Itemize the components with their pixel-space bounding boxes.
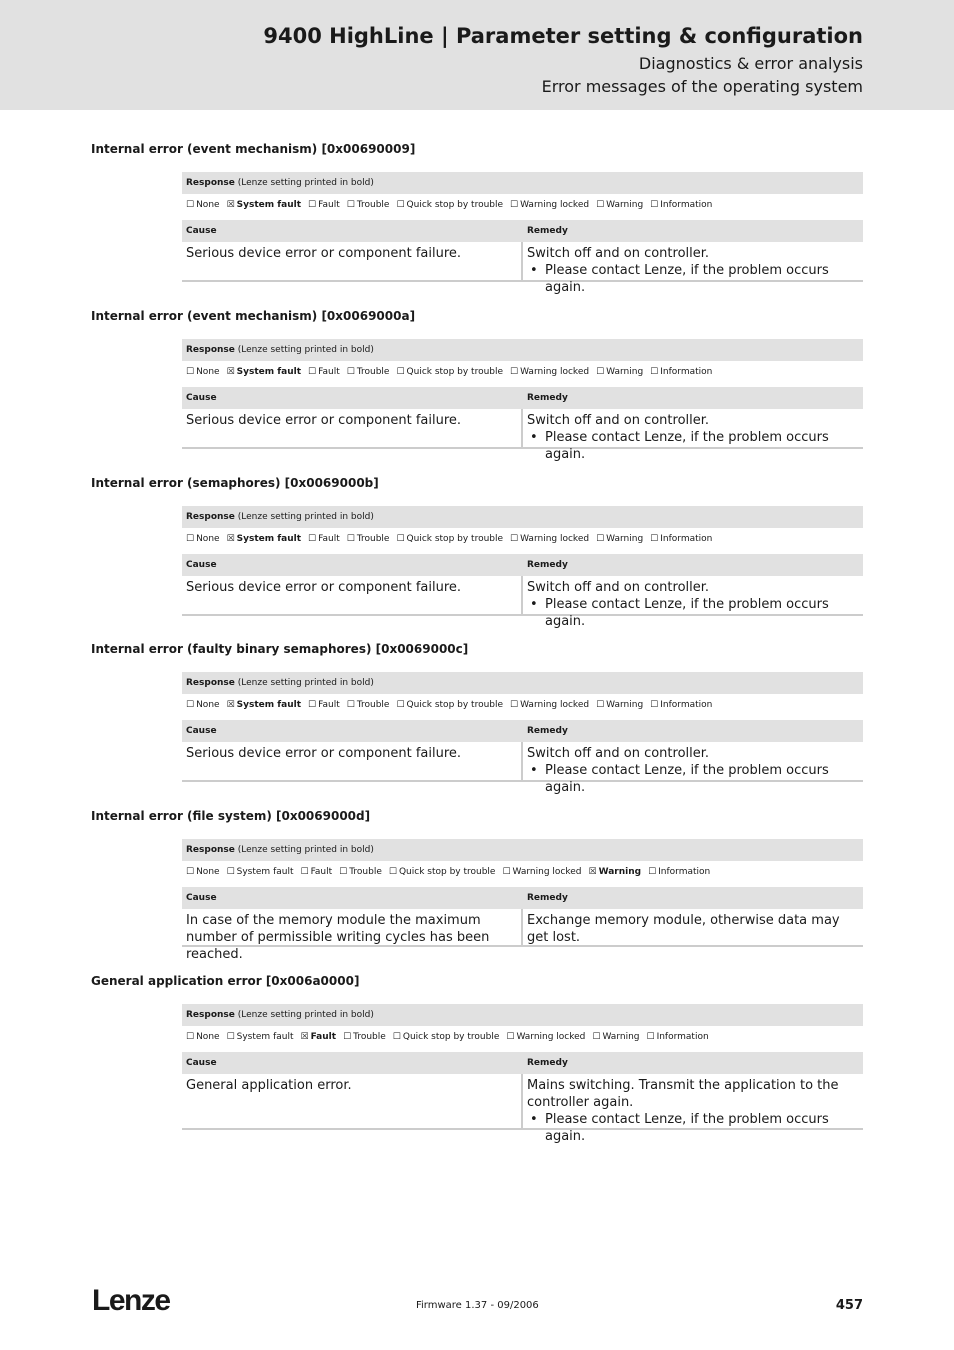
cause-header: Cause [186, 393, 217, 403]
cause-remedy-table [182, 554, 863, 629]
response-option-label: Warning locked [512, 867, 582, 877]
checked-box-icon: ☒ [588, 867, 597, 877]
response-option [596, 367, 643, 377]
remedy-bullet: • Please contact Lenze, if the problem occurs again. [527, 1111, 861, 1145]
response-option [227, 1032, 294, 1042]
unchecked-box-icon: ☐ [346, 200, 355, 210]
table-header [182, 1052, 863, 1074]
table-header [182, 387, 863, 409]
response-option [592, 1032, 639, 1042]
response-option [227, 534, 301, 544]
response-option [596, 700, 643, 710]
response-option-label: Warning [606, 700, 644, 710]
response-option-label: Information [658, 867, 711, 877]
response-option [186, 700, 220, 710]
response-option-label: None [196, 1032, 220, 1042]
unchecked-box-icon: ☐ [392, 1032, 401, 1042]
response-option [308, 534, 340, 544]
unchecked-box-icon: ☐ [650, 700, 659, 710]
unchecked-box-icon: ☐ [186, 1032, 195, 1042]
error-title: Internal error (event mechanism) [0x00690009] [91, 142, 416, 156]
response-option-label: Warning locked [520, 700, 590, 710]
response-option [596, 534, 643, 544]
cause-remedy-table [182, 387, 863, 462]
checked-box-icon: ☒ [226, 700, 235, 710]
response-option-label: Trouble [356, 534, 390, 544]
unchecked-box-icon: ☐ [226, 867, 235, 877]
response-option [308, 200, 340, 210]
response-option [347, 200, 390, 210]
response-option-label: Fault [318, 367, 340, 377]
response-option [227, 367, 301, 377]
response-option [396, 700, 503, 710]
cause-header: Cause [186, 560, 217, 570]
response-option-label: Information [660, 700, 713, 710]
response-option-label: Trouble [356, 700, 390, 710]
column-divider [521, 1074, 523, 1128]
response-option [396, 367, 503, 377]
response-option [650, 200, 712, 210]
checked-box-icon: ☒ [300, 1032, 309, 1042]
remedy-text: Switch off and on controller. [527, 246, 710, 261]
response-option [647, 1032, 709, 1042]
cause-remedy-table [182, 1052, 863, 1144]
response-option-label: Fault [318, 700, 340, 710]
response-option-label: Quick stop by trouble [398, 867, 496, 877]
response-option [396, 534, 503, 544]
response-option [596, 200, 643, 210]
response-option-label: System fault [236, 534, 302, 544]
chapter-title: Diagnostics & error analysis [638, 54, 863, 73]
response-option-label: Information [660, 367, 713, 377]
cause-header: Cause [186, 226, 217, 236]
unchecked-box-icon: ☐ [650, 200, 659, 210]
response-option-label: System fault [236, 367, 302, 377]
unchecked-box-icon: ☐ [506, 1032, 515, 1042]
unchecked-box-icon: ☐ [646, 1032, 655, 1042]
response-option [510, 200, 589, 210]
response-options [182, 194, 863, 216]
unchecked-box-icon: ☐ [300, 867, 309, 877]
remedy-bullet: • Please contact Lenze, if the problem occurs again. [527, 762, 861, 796]
unchecked-box-icon: ☐ [396, 700, 405, 710]
response-option-label: Fault [318, 534, 340, 544]
remedy-header: Remedy [527, 226, 568, 236]
cause-text: Serious device error or component failure. [186, 746, 462, 761]
table-header [182, 554, 863, 576]
unchecked-box-icon: ☐ [346, 534, 355, 544]
remedy-cell [527, 1077, 861, 1145]
response-note: (Lenze setting printed in bold) [237, 345, 374, 355]
response-options [182, 1026, 863, 1048]
unchecked-box-icon: ☐ [596, 700, 605, 710]
table-row [182, 909, 863, 962]
response-options [182, 694, 863, 716]
column-divider [521, 409, 523, 447]
cause-header: Cause [186, 1058, 217, 1068]
response-option [393, 1032, 500, 1042]
response-option [650, 700, 712, 710]
page-header [0, 0, 954, 110]
error-title: Internal error (file system) [0x0069000d] [91, 809, 371, 823]
response-option [347, 367, 390, 377]
response-option [589, 867, 642, 877]
response-label: Response [186, 678, 235, 688]
response-header [182, 1004, 863, 1026]
response-label: Response [186, 178, 235, 188]
remedy-header: Remedy [527, 1058, 568, 1068]
column-divider [521, 742, 523, 780]
table-row [182, 242, 863, 295]
response-note: (Lenze setting printed in bold) [237, 1010, 374, 1020]
response-option-label: Fault [310, 1032, 337, 1042]
table-header [182, 720, 863, 742]
unchecked-box-icon: ☐ [650, 534, 659, 544]
response-header [182, 839, 863, 861]
response-option-label: Warning locked [520, 367, 590, 377]
column-divider [521, 242, 523, 280]
remedy-cell [527, 745, 861, 796]
firmware-version: Firmware 1.37 - 09/2006 [416, 1300, 539, 1311]
response-option-label: Quick stop by trouble [406, 200, 504, 210]
error-title: Internal error (event mechanism) [0x0069000a] [91, 309, 416, 323]
remedy-header: Remedy [527, 560, 568, 570]
unchecked-box-icon: ☐ [308, 200, 317, 210]
response-option [648, 867, 710, 877]
response-option [389, 867, 496, 877]
response-option-label: Fault [318, 200, 340, 210]
checked-box-icon: ☒ [226, 367, 235, 377]
remedy-bullet: • Please contact Lenze, if the problem occurs again. [527, 429, 861, 463]
unchecked-box-icon: ☐ [510, 700, 519, 710]
response-option [227, 867, 294, 877]
error-title: Internal error (semaphores) [0x0069000b] [91, 476, 379, 490]
response-option [227, 200, 301, 210]
response-note: (Lenze setting printed in bold) [237, 178, 374, 188]
response-option-label: None [196, 200, 220, 210]
unchecked-box-icon: ☐ [502, 867, 511, 877]
response-option-label: System fault [236, 200, 302, 210]
unchecked-box-icon: ☐ [186, 700, 195, 710]
unchecked-box-icon: ☐ [596, 534, 605, 544]
response-option [308, 367, 340, 377]
unchecked-box-icon: ☐ [346, 700, 355, 710]
remedy-header: Remedy [527, 726, 568, 736]
response-note: (Lenze setting printed in bold) [237, 845, 374, 855]
response-option-label: Trouble [353, 1032, 386, 1042]
response-option-label: Warning [606, 200, 644, 210]
response-option-label: Quick stop by trouble [406, 534, 504, 544]
unchecked-box-icon: ☐ [510, 200, 519, 210]
remedy-header: Remedy [527, 393, 568, 403]
response-label: Response [186, 512, 235, 522]
unchecked-box-icon: ☐ [346, 367, 355, 377]
page-title: 9400 HighLine | Parameter setting & configuration [263, 24, 863, 48]
response-option-label: Warning locked [516, 1032, 586, 1042]
remedy-text: Exchange memory module, otherwise data may get lost. [527, 913, 840, 945]
unchecked-box-icon: ☐ [650, 367, 659, 377]
page-number: 457 [835, 1298, 863, 1313]
response-option-label: Fault [310, 867, 333, 877]
response-header [182, 339, 863, 361]
cause-header: Cause [186, 726, 217, 736]
response-option-label: Information [656, 1032, 709, 1042]
unchecked-box-icon: ☐ [648, 867, 657, 877]
unchecked-box-icon: ☐ [596, 200, 605, 210]
unchecked-box-icon: ☐ [308, 700, 317, 710]
response-option-label: Information [660, 534, 713, 544]
response-option [650, 534, 712, 544]
response-option [300, 1032, 336, 1042]
unchecked-box-icon: ☐ [510, 367, 519, 377]
remedy-cell [527, 912, 861, 946]
table-row [182, 1074, 863, 1144]
response-option [650, 367, 712, 377]
cause-remedy-table [182, 887, 863, 962]
response-option-label: None [196, 700, 220, 710]
lenze-logo: Lenze [92, 1284, 170, 1317]
response-option-label: Quick stop by trouble [406, 367, 504, 377]
remedy-bullet: • Please contact Lenze, if the problem occurs again. [527, 596, 861, 630]
cause-text: Serious device error or component failure. [186, 246, 462, 261]
unchecked-box-icon: ☐ [592, 1032, 601, 1042]
remedy-cell [527, 412, 861, 463]
table-header [182, 887, 863, 909]
response-option-label: Information [660, 200, 713, 210]
response-option-label: Quick stop by trouble [406, 700, 504, 710]
cause-text: Serious device error or component failure. [186, 413, 462, 428]
unchecked-box-icon: ☐ [396, 367, 405, 377]
remedy-header: Remedy [527, 893, 568, 903]
response-option [510, 367, 589, 377]
response-note: (Lenze setting printed in bold) [237, 512, 374, 522]
remedy-text: Switch off and on controller. [527, 413, 710, 428]
remedy-bullet: • Please contact Lenze, if the problem occurs again. [527, 262, 861, 296]
error-title: Internal error (faulty binary semaphores) [0x0069000c] [91, 642, 469, 656]
table-row [182, 742, 863, 795]
response-note: (Lenze setting printed in bold) [237, 678, 374, 688]
section-title: Error messages of the operating system [541, 77, 863, 96]
unchecked-box-icon: ☐ [186, 200, 195, 210]
response-options [182, 861, 863, 883]
unchecked-box-icon: ☐ [396, 200, 405, 210]
response-option-label: Warning locked [520, 534, 590, 544]
response-option-label: None [196, 367, 220, 377]
cause-header: Cause [186, 893, 217, 903]
column-divider [521, 909, 523, 945]
remedy-text: Switch off and on controller. [527, 746, 710, 761]
response-option [502, 867, 581, 877]
table-header [182, 220, 863, 242]
remedy-cell [527, 245, 861, 296]
unchecked-box-icon: ☐ [343, 1032, 352, 1042]
table-row [182, 576, 863, 629]
table-row [182, 409, 863, 462]
response-label: Response [186, 845, 235, 855]
response-option [506, 1032, 585, 1042]
response-header [182, 172, 863, 194]
remedy-cell [527, 579, 861, 630]
cause-text: Serious device error or component failure. [186, 580, 462, 595]
unchecked-box-icon: ☐ [226, 1032, 235, 1042]
response-header [182, 506, 863, 528]
response-option [227, 700, 301, 710]
response-options [182, 361, 863, 383]
response-option [186, 1032, 220, 1042]
response-options [182, 528, 863, 550]
checked-box-icon: ☒ [226, 534, 235, 544]
response-option [186, 367, 220, 377]
unchecked-box-icon: ☐ [186, 867, 195, 877]
unchecked-box-icon: ☐ [510, 534, 519, 544]
remedy-text: Mains switching. Transmit the application to the controller again. [527, 1078, 839, 1110]
checked-box-icon: ☒ [226, 200, 235, 210]
unchecked-box-icon: ☐ [596, 367, 605, 377]
response-option [308, 700, 340, 710]
response-option [347, 534, 390, 544]
response-option [300, 867, 332, 877]
response-header [182, 672, 863, 694]
response-option-label: None [196, 867, 220, 877]
cause-text: General application error. [186, 1078, 352, 1093]
response-option [347, 700, 390, 710]
cause-remedy-table [182, 720, 863, 795]
unchecked-box-icon: ☐ [186, 367, 195, 377]
response-option [510, 534, 589, 544]
response-option-label: Warning locked [520, 200, 590, 210]
unchecked-box-icon: ☐ [308, 367, 317, 377]
response-label: Response [186, 1010, 235, 1020]
response-option-label: Warning [598, 867, 642, 877]
response-label: Response [186, 345, 235, 355]
response-option-label: Warning [606, 534, 644, 544]
response-option-label: Warning [602, 1032, 640, 1042]
response-option-label: Quick stop by trouble [402, 1032, 500, 1042]
unchecked-box-icon: ☐ [186, 534, 195, 544]
response-option [186, 534, 220, 544]
column-divider [521, 576, 523, 614]
response-option-label: System fault [236, 1032, 294, 1042]
response-option [396, 200, 503, 210]
response-option-label: Warning [606, 367, 644, 377]
cause-remedy-table [182, 220, 863, 295]
response-option [339, 867, 382, 877]
response-option-label: System fault [236, 700, 302, 710]
response-option-label: Trouble [356, 200, 390, 210]
cause-text: In case of the memory module the maximum number of permissible writing cycles has been reached. [186, 913, 490, 962]
remedy-text: Switch off and on controller. [527, 580, 710, 595]
response-option-label: Trouble [349, 867, 382, 877]
response-option-label: None [196, 534, 220, 544]
response-option [186, 200, 220, 210]
unchecked-box-icon: ☐ [388, 867, 397, 877]
response-option [510, 700, 589, 710]
response-option [343, 1032, 386, 1042]
unchecked-box-icon: ☐ [339, 867, 348, 877]
response-option-label: Trouble [356, 367, 390, 377]
response-option [186, 867, 220, 877]
unchecked-box-icon: ☐ [308, 534, 317, 544]
error-title: General application error [0x006a0000] [91, 974, 360, 988]
unchecked-box-icon: ☐ [396, 534, 405, 544]
response-option-label: System fault [236, 867, 294, 877]
